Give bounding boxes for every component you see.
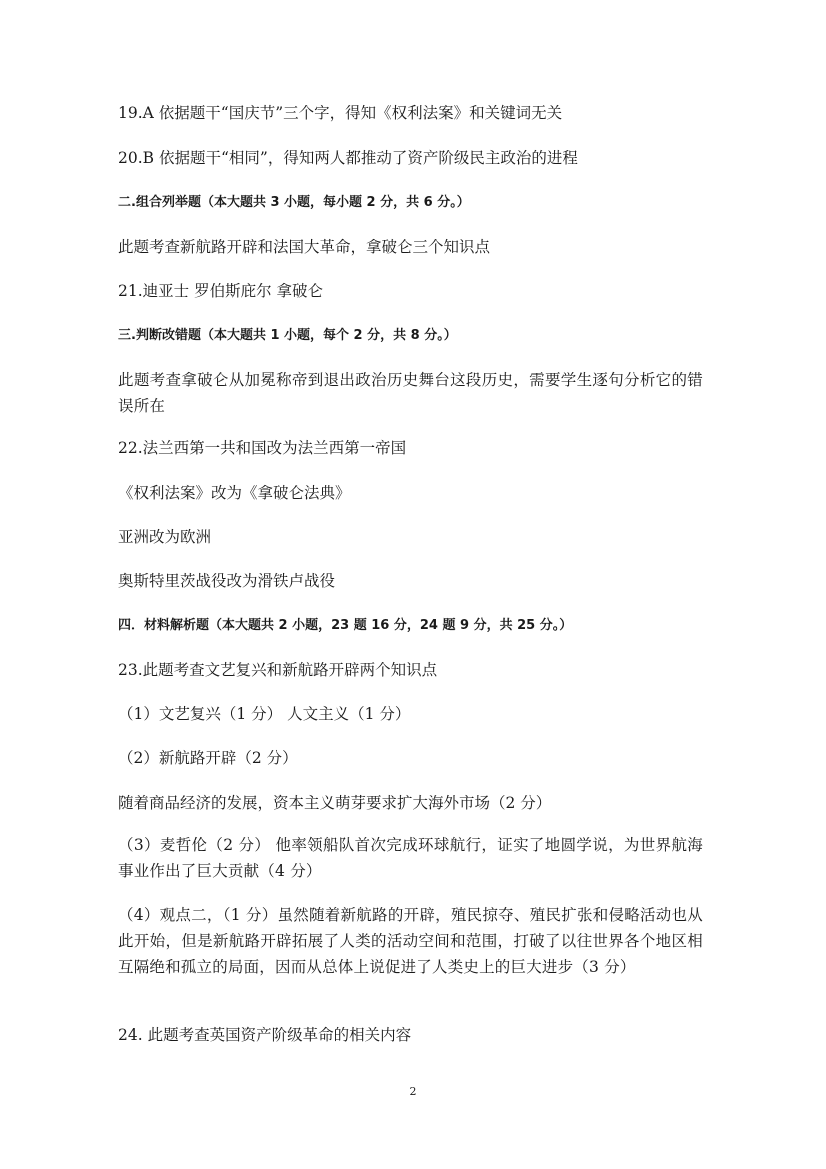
answer-23-part-3: （3）麦哲伦（2 分） 他率领船队首次完成环球航行，证实了地圆学说，为世界航海事业作出了巨大贡献（4 分）: [118, 836, 703, 880]
section-4-heading: 四．材料解析题（本大题共 2 小题，23 题 16 分，24 题 9 分，共 25 分。）: [118, 618, 573, 633]
answer-23-part-1: （1）文艺复兴（1 分） 人文主义（1 分）: [118, 705, 411, 723]
answer-23-part-4: （4）观点二，（1 分）虽然随着新航路的开辟，殖民掠夺、殖民扩张和侵略活动也从此开始，但是新航路开辟拓展了人类的活动空间和范围，打破了以往世界各个地区相互隔绝和孤立的局面，因而从总体上说促进了人类史上的巨大进步（3 分）: [118, 906, 703, 976]
answer-24-intro: 24. 此题考查英国资产阶级革命的相关内容: [118, 1026, 412, 1044]
answer-23-part-2-detail: 随着商品经济的发展，资本主义萌芽要求扩大海外市场（2 分）: [118, 794, 552, 812]
answer-22: 22.法兰西第一共和国改为法兰西第一帝国: [118, 439, 407, 457]
section-2-intro: 此题考查新航路开辟和法国大革命，拿破仑三个知识点: [118, 238, 491, 256]
answer-22-correction-2: 《权利法案》改为《拿破仑法典》: [118, 484, 351, 502]
section-3-heading: 三.判断改错题（本大题共 1 小题，每个 2 分，共 8 分。）: [118, 328, 457, 343]
answer-22-correction-4: 奥斯特里茨战役改为滑铁卢战役: [118, 572, 336, 590]
section-2-heading: 二.组合列举题（本大题共 3 小题，每小题 2 分，共 6 分。）: [118, 195, 470, 210]
answer-19: 19.A 依据题干“国庆节”三个字，得知《权利法案》和关键词无关: [118, 104, 563, 122]
answer-23-intro: 23.此题考查文艺复兴和新航路开辟两个知识点: [118, 661, 438, 679]
answer-23-part-2: （2）新航路开辟（2 分）: [118, 749, 298, 767]
answer-21: 21.迪亚士 罗伯斯庇尔 拿破仑: [118, 282, 324, 300]
page-number: 2: [409, 1085, 417, 1098]
answer-20: 20.B 依据题干“相同”，得知两人都推动了资产阶级民主政治的进程: [118, 149, 578, 167]
answer-22-correction-3: 亚洲改为欧洲: [118, 528, 212, 546]
section-3-intro: 此题考查拿破仑从加冕称帝到退出政治历史舞台这段历史，需要学生逐句分析它的错误所在: [118, 371, 703, 415]
